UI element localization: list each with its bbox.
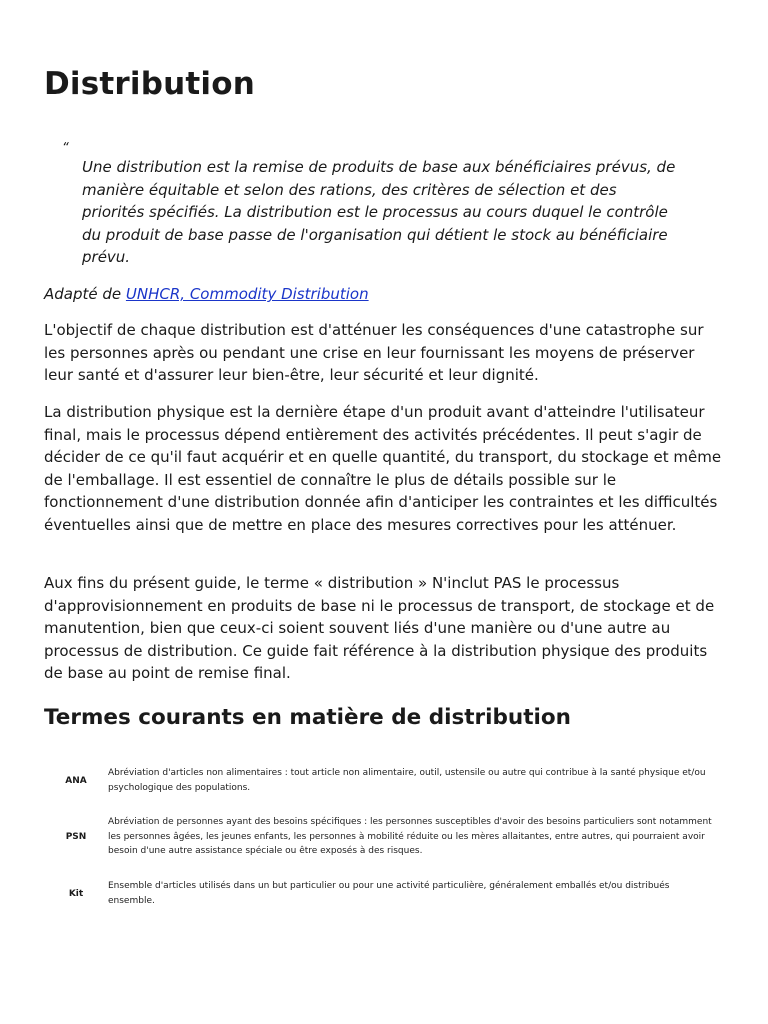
term-definition: Ensemble d'articles utilisés dans un but particulier ou pour une activité particulière, généralement emballés et/ou distribués ensemble. <box>108 881 670 906</box>
source-link[interactable]: UNHCR, Commodity Distribution <box>125 285 369 303</box>
quote-source <box>44 284 369 304</box>
definition-quote <box>62 142 682 269</box>
page-title: Distribution <box>44 66 256 102</box>
term-abbr: PSN <box>65 831 87 842</box>
term-abbr: ANA <box>65 775 87 786</box>
term-row <box>44 879 718 908</box>
quote-mark: “ <box>62 141 69 156</box>
term-abbr: Kit <box>68 888 84 899</box>
term-row <box>44 766 718 795</box>
term-definition: Abréviation d'articles non alimentaires : tout article non alimentaire, outil, ustensile ou autre qui contribue à la santé physique et/ou psychologique des populations. <box>108 768 706 793</box>
quote-text: Une distribution est la remise de produits de base aux bénéficiaires prévus, de manière équitable et selon des rations, des critères de sélection et des priorités spécifiés. La distribution est le processus au cours duquel le contrôle du produit de base passe de l'organisation qui détient le stock au bénéficiaire prévu. <box>82 158 676 266</box>
terms-heading: Termes courants en matière de distribution <box>44 705 571 730</box>
paragraph-physical-distribution: La distribution physique est la dernière étape d'un produit avant d'atteindre l'utilisateur final, mais le processus dépend entièrement des activités précédentes. Il peut s'agir de décider de ce qu'il faut acquérir et en quelle quantité, du transport, du stockage et même de l'emballage. Il est essentiel de connaître le plus de détails possible sur le fonctionnement d'une distribution donnée afin d'anticiper les contraintes et les difficultés éventuelles ainsi que de mettre en place des mesures correctives pour les atténuer. <box>44 403 722 534</box>
term-row <box>44 815 718 859</box>
paragraph-objective: L'objectif de chaque distribution est d'atténuer les conséquences d'une catastrophe sur les personnes après ou pendant une crise en leur fournissant les moyens de préserver leur santé et d'assurer leur bien-être, leur sécurité et leur dignité. <box>44 321 704 384</box>
term-definition: Abréviation de personnes ayant des besoins spécifiques : les personnes susceptibles d'avoir des besoins particuliers sont notamment les personnes âgées, les jeunes enfants, les personnes à mobilité réduite ou les mères allaitantes, entre autres, qui pourraient avoir besoin d'une autre assistance spéciale ou être exposés à des risques. <box>108 817 712 856</box>
source-prefix: Adapté de <box>44 285 126 303</box>
paragraph-guide-scope: Aux fins du présent guide, le terme « distribution » N'inclut PAS le processus d'approvisionnement en produits de base ni le processus de transport, de stockage et de manutention, bien que ceux-ci soient souvent liés d'une manière ou d'une autre au processus de distribution. Ce guide fait référence à la distribution physique des produits de base au point de remise final. <box>44 574 715 682</box>
